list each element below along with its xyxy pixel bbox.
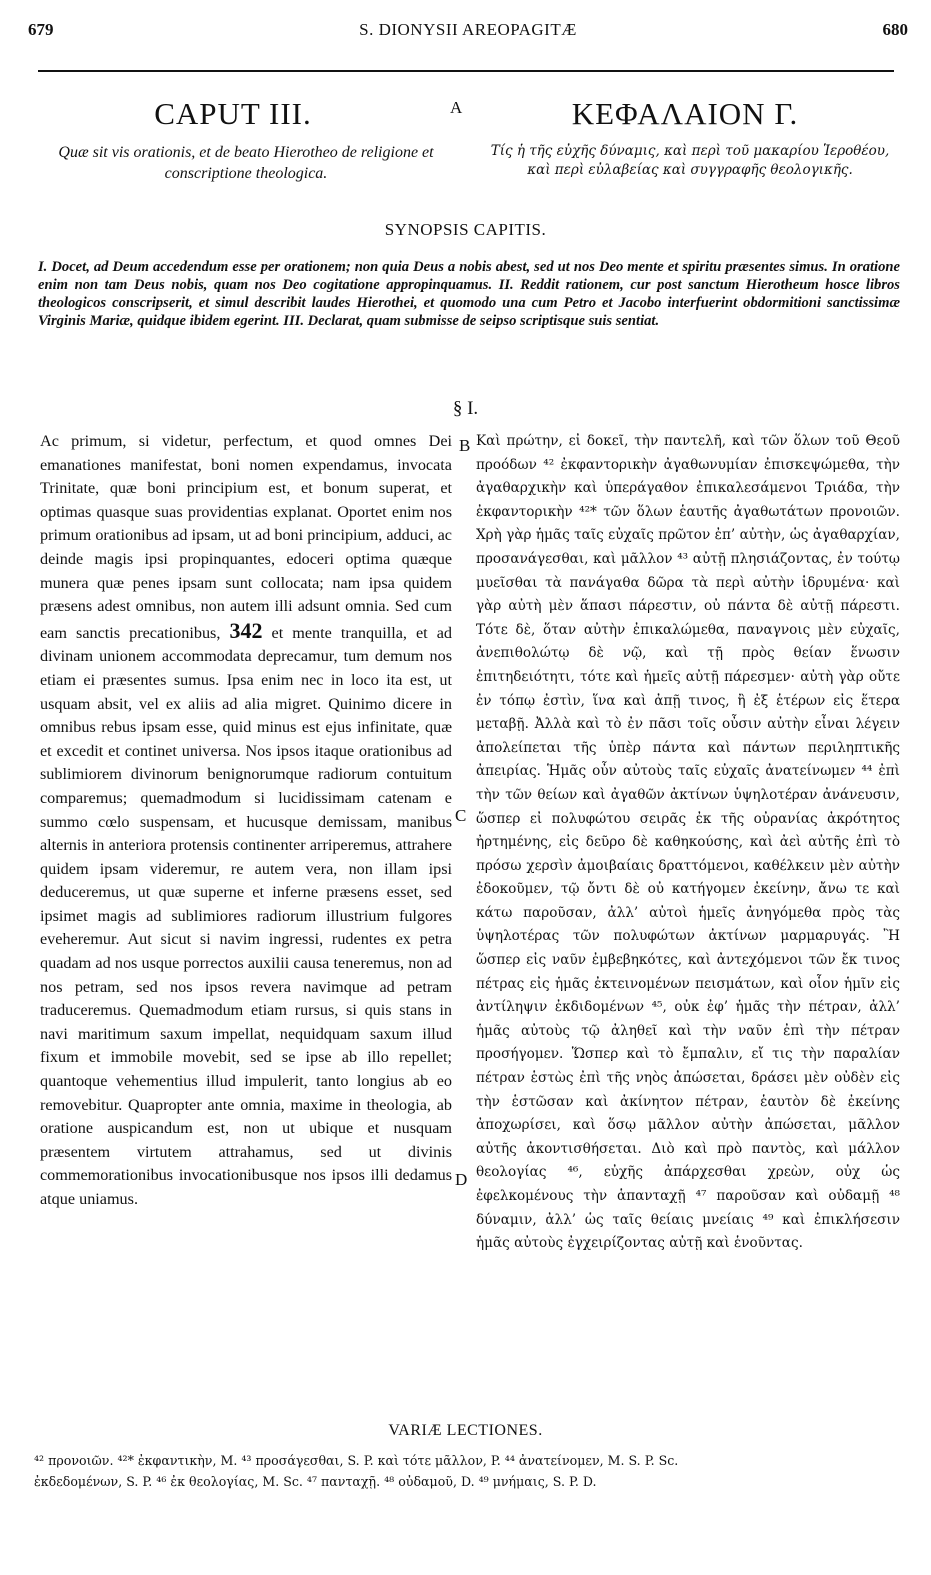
- latin-chapter-subtitle: Quæ sit vis orationis, et de beato Hierotheo de religione et conscriptione theologica.: [58, 144, 434, 182]
- latin-column: [40, 430, 452, 1212]
- margin-marker-d: D: [455, 1170, 468, 1189]
- margin-marker-b: B: [459, 436, 471, 455]
- latin-chapter-title: CAPUT III.: [154, 96, 312, 131]
- greek-column: Καὶ πρώτην, εἰ δοκεῖ, τὴν παντελῆ, καὶ τῶν ὅλων τοῦ Θεοῦ προόδων ⁴² ἐκφαντορικὴν ἀγαθωνυμίαν ἐπισκεψώμεθα, τὴν ἀγαθαρχικὴν καὶ ὑπεράγαθον ἐπικαλεσάμενοι Τριάδα, τὴν ἐκφαντορικὴν ⁴²* τῶν ὅλων ἑαυτῆς ἀγαθωτάτων προνοιῶν. Χρὴ γὰρ ἡμᾶς ταῖς εὐχαῖς πρῶτον ἐπ’ αὐτὴν, ὡς ἀγαθαρχίαν, προσανάγεσθαι, καὶ μᾶλλον ⁴³ αὐτῇ πλησιάζοντας, ἐν τούτῳ μυεῖσθαι τὰ πανάγαθα δῶρα τὰ περὶ αὐτὴν ἱδρυμένα· καὶ γὰρ αὐτὴ μὲν ἅπασι πάρεστιν, οὐ πάντα δὲ αὐτῇ πάρεστι. Τότε δὲ, ὅταν αὐτὴν ἐπικαλώμεθα, παναγνοις μὲν εὐχαῖς, ἀνεπιθολώτῳ δὲ νῷ, καὶ τῇ πρὸς θείαν ἕνωσιν ἐπιτηδειότητι, τότε καὶ ἡμεῖς αὐτῇ πάρεσμεν· αὐτὴ γὰρ οὔτε ἐν τόπῳ ἐστὶν, ἵνα καὶ ἀπῇ τινος, ἢ ἐξ ἑτέρων εἰς ἕτερα μεταβῇ. Ἀλλὰ καὶ τὸ ἐν πᾶσι τοῖς οὖσιν αὐτὴν εἶναι λέγειν ἀπολείπεται τῆς ὑπὲρ πάντα καὶ πάντων περιληπτικῆς ἀπειρίας. Ἡμᾶς οὖν αὐτοὺς ταῖς εὐχαῖς ἀνατείνωμεν ⁴⁴ ἐπὶ τὴν τῶν θείων καὶ ἀγαθῶν ἀκτίνων ὑψηλοτέραν ἀνάνευσιν, ὥσπερ εἰ πολυφώτου σειρᾶς ἐκ τῆς οὐρανίας ἀκρότητος ἠρτημένης, εἰς δεῦρο δὲ καθηκούσης, καὶ ἀεὶ αὐτῆς ἐπὶ τὸ πρόσω χερσὶν ἀμοιβαίαις δραττόμενοι, καθέλκειν μὲν αὐτὴν ἐδοκοῦμεν, τῷ ὄντι δὲ οὐ κατήγομεν ἐκείνην, ἄνω τε καὶ κάτω παροῦσαν, ἀλλ’ αὐτοὶ ἡμεῖς ἀνηγόμεθα πρὸς τὰς ὑψηλοτέρας τῶν πολυφώτων ἀκτίνων μαρμαρυγάς. Ἢ ὥσπερ εἰς ναῦν ἐμβεβηκότες, καὶ ἀντεχόμενοι τῶν ἔκ τινος πέτρας εἰς ἡμᾶς ἐκτεινομένων πεισμάτων, καὶ οἷον ἡμῖν εἰς ἀντίληψιν ἐκδιδομένων ⁴⁵, οὐκ ἐφ’ ἡμᾶς τὴν πέτραν, ἀλλ’ ἡμᾶς αὐτοὺς τῷ ἀληθεῖ καὶ τὴν ναῦν ἐπὶ τὴν πέτραν προσήγομεν. Ὥσπερ καὶ τὸ ἔμπαλιν, εἴ τις τὴν παραλίαν πέτραν ἑστὼς ἐπὶ τῆς νηὸς ἀπώσεται, δράσει μὲν οὐδὲν εἰς τὴν ἑστῶσαν καὶ ἀκίνητον πέτραν, ἑαυτὸν δὲ ἐκείνης ἀποχωρίσει, καὶ ὅσῳ μᾶλλον αὐτὴν ἀπώσεται, μᾶλλον αὐτῆς ἀκοντισθήσεται. Διὸ καὶ πρὸ παντὸς, καὶ μάλλον θεολογίας ⁴⁶, εὐχῆς ἀπάρχεσθαι χρεὼν, οὐχ ὡς ἐφελκομένους τὴν ἁπανταχῇ ⁴⁷ παροῦσαν καὶ οὐδαμῇ ⁴⁸ δύναμιν, ἀλλ’ ὡς ταῖς θείαις μνείαις ⁴⁹ καὶ ἐπικλήσεσιν ἡμᾶς αὐτοὺς ἐγχειρίζοντας αὐτῇ καὶ ἑνοῦντας.: [476, 433, 900, 1252]
- synopsis-title: SYNOPSIS CAPITIS.: [384, 220, 547, 239]
- column-number: 342: [229, 617, 263, 643]
- running-title: S. DIONYSII AREOPAGITÆ: [359, 20, 577, 39]
- variae-line-1: ⁴² προνοιῶν. ⁴²* ἐκφαντικὴν, M. ⁴³ προσάγεσθαι, S. P. καὶ τότε μᾶλλον, P. ⁴⁴ ἀνατείνομεν, M. S. P. Sc.: [34, 1453, 679, 1468]
- synopsis-text: I. Docet, ad Deum accedendum esse per orationem; non quia Deus a nobis abest, sed ut nos Deo mente et spiritu præsentes simus. In oratione enim non tam Deus nobis, quam nos Deo cogitatione appropinquamus. II. Reddit rationem, cur post sanctum Hierotheum hosce libros theologicos conscripserit, et simul describit laudes Hierothei, et quomodo una cum Petro et Jacobo interfuerint obdormitioni sanctissimæ Virginis Mariæ, quidque ibidem egerint. III. Declarat, quam submisse de seipso scriptisque suis sentiat.: [38, 259, 900, 329]
- header-rule: [38, 70, 894, 72]
- latin-text-part1: Ac primum, si videtur, perfectum, et quod omnes Dei emanationes manifestat, boni nomen expendamus, invocata Trinitate, quæ boni principium est, et bonum superat, et optimas quasque suas providentias explanat. Oportet enim nos primum orationibus ad ipsam, ut ad boni principium, adduci, ac deinde magis ipsi propinquantes, edoceri optima quæque munera quæ penes ipsam sunt collocata; nam ipsa quidem præsens adest omnibus, non autem illi adsunt omnia. Sed cum eam sanctis precationibus,: [40, 432, 452, 642]
- section-heading: § I.: [452, 398, 479, 419]
- variae-lectiones-title: VARIÆ LECTIONES.: [388, 1422, 543, 1439]
- margin-marker-a: A: [450, 98, 463, 117]
- greek-chapter-title: ΚΕΦΑΛΑΙΟΝ Γ.: [571, 96, 799, 131]
- variae-lectiones: [34, 1450, 904, 1492]
- page-number-right: 680: [882, 20, 908, 39]
- latin-text-part2: et mente tranquilla, et ad divinam unionem accommodata deprecamur, tum demum nos etiam ei præsentes sumus. Ipsa enim nec in loco ita est, ut usquam absit, vel ex aliis ad alia migret. Quinimo dicere in omnibus rebus ipsam esse, quid minus est ejus infinitate, quæ et excedit et continet universa. Nos ipsos itaque orationibus ad sublimiorem divinorum benignorumque radiorum contuitum comparemus; quemadmodum si lucidissimam catenam e summo cœlo suspensam, et hucusque demissam, manibus alternis in anteriora protensis continenter arriperemus, attrahere quidem ipsam videremur, re autem vera, non illam ipsi deduceremus, ut quæ superne et inferne præsens esset, sed ipsimet magis ad sublimiores radiorum illustrium fulgores eveheremur. Aut sicut si navim ingressi, rudentes ex petra quadam ad nos usque porrectos auxilii causa teneremus, non ad nos petram, sed nos ipsos revera navimque ad petram traduceremus. Quemadmodum etiam rursus, si quis stans in navi maritimum saxum impellat, nequidquam saxum illud fixum et immobile movebit, sed se ipse ab illo repellet; quantoque vehementius illud impulerit, tanto longius ab eo removebitur. Quapropter ante omnia, maxime in theologia, ab oratione auspicandum est, non ut ubique et nusquam præsentem virtutem attrahamus, sed ut divinis commemorationibus invocationibusque nos ipsos illi dedamus atque uniamus.: [40, 623, 453, 1208]
- variae-line-2: ἐκδεδομένων, S. P. ⁴⁶ ἐκ θεολογίας, M. Sc. ⁴⁷ πανταχῇ. ⁴⁸ οὐδαμοῦ, D. ⁴⁹ μνήμαις, S. P. D.: [34, 1474, 597, 1489]
- running-head: [28, 20, 908, 44]
- margin-marker-c: C: [455, 806, 467, 825]
- page-number-left: 679: [28, 20, 54, 39]
- greek-chapter-subtitle: Τίς ἡ τῆς εὐχῆς δύναμις, καὶ περὶ τοῦ μακαρίου Ἱεροθέου, καὶ περὶ εὐλαβείας καὶ συγγραφῆς θεολογικῆς.: [490, 143, 890, 178]
